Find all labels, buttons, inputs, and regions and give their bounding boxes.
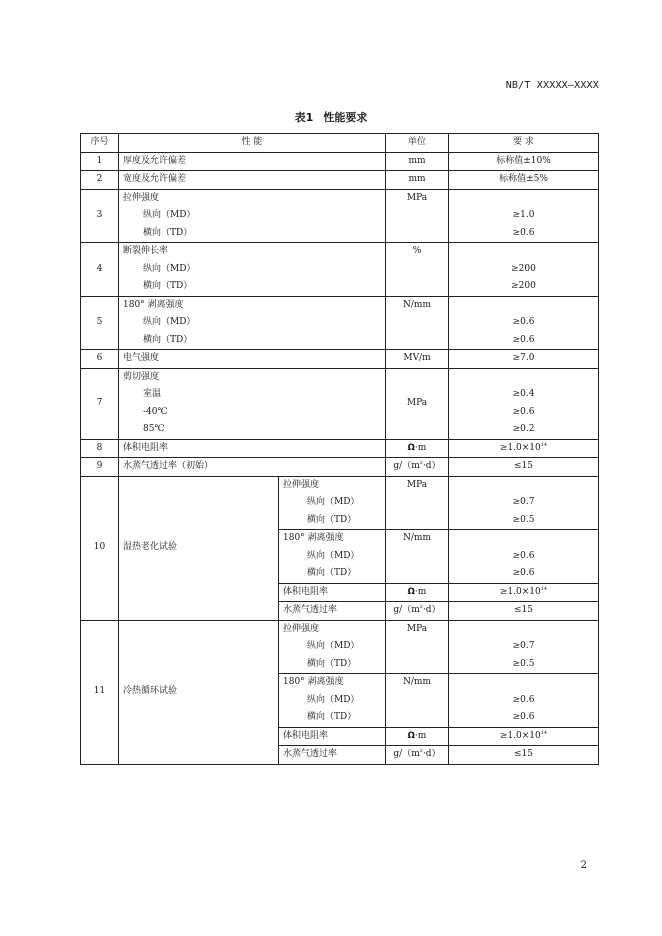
- requirement-value: ≥200: [511, 263, 536, 274]
- performance-table: [80, 133, 599, 765]
- row-unit: [386, 620, 449, 674]
- row-unit: [386, 602, 449, 621]
- unit-text: MPa: [406, 192, 428, 203]
- table-row: [81, 620, 599, 674]
- property-sub: 横向（TD）: [307, 712, 357, 722]
- property-sub: 纵向（MD）: [307, 641, 360, 651]
- row-requirement: [449, 674, 599, 728]
- row-requirement: 标称值±10%: [449, 152, 599, 171]
- row-requirement: [449, 530, 599, 584]
- row-property: [119, 189, 386, 243]
- row-requirement: 标称值±5%: [449, 171, 599, 190]
- row-property: 冷热循环试验: [119, 620, 279, 764]
- table-row: [81, 171, 599, 190]
- unit-text: MPa: [406, 479, 428, 490]
- row-requirement: [449, 296, 599, 350]
- property-sub: 85℃: [143, 424, 165, 434]
- requirement-value: ≥1.0: [512, 210, 535, 220]
- row-no: 1: [81, 152, 119, 171]
- sub-property: 体积电阻率: [279, 727, 386, 746]
- header-requirement: 要 求: [449, 134, 599, 153]
- header-no: 序号: [81, 134, 119, 153]
- property-name: 拉伸强度: [123, 192, 160, 203]
- requirement-base: ≥1.0×10: [499, 442, 541, 453]
- sub-property: [279, 620, 386, 674]
- row-requirement: [449, 727, 599, 746]
- property-sub: 纵向（MD）: [307, 550, 360, 561]
- unit-text: ·d）: [422, 605, 441, 615]
- property-sub: -40℃: [143, 406, 168, 417]
- property-name: 断裂伸长率: [123, 246, 169, 256]
- requirement-base: ≥1.0×10: [499, 730, 541, 741]
- row-requirement: ≤15: [449, 602, 599, 621]
- requirement-value: ≥0.6: [512, 227, 535, 238]
- property-sub: 横向（TD）: [143, 227, 193, 238]
- property-sub: 横向（TD）: [307, 568, 357, 578]
- row-unit: mm: [386, 171, 449, 190]
- table-label: 表1: [294, 111, 314, 124]
- row-unit: [386, 458, 449, 477]
- table-caption: [0, 109, 662, 125]
- row-no: 11: [81, 620, 119, 764]
- row-property: 厚度及允许偏差: [119, 152, 386, 171]
- unit-text: N/mm: [403, 299, 431, 310]
- row-unit: [386, 296, 449, 350]
- row-unit: [386, 727, 449, 746]
- row-no: 10: [81, 476, 119, 620]
- unit-text: ·m: [414, 442, 427, 453]
- table-row: [81, 439, 599, 458]
- property-sub: 纵向（MD）: [143, 263, 196, 274]
- row-property: 电气强度: [119, 350, 386, 369]
- requirement-exponent: 14: [540, 585, 548, 592]
- unit-text: ·d）: [422, 749, 441, 759]
- unit-text: ·d）: [422, 461, 441, 471]
- row-unit: [386, 674, 449, 728]
- row-no: 5: [81, 296, 119, 350]
- unit-exponent: 2: [419, 748, 423, 754]
- property-sub: 横向（TD）: [143, 334, 193, 345]
- sub-property: [279, 674, 386, 728]
- row-unit: [386, 530, 449, 584]
- sub-property: 水蒸气透过率: [279, 746, 386, 765]
- requirement-value: ≥0.6: [512, 712, 535, 722]
- header-unit: 单位: [386, 134, 449, 153]
- row-unit: [386, 746, 449, 765]
- row-property: 湿热老化试验: [119, 476, 279, 620]
- row-no: 8: [81, 439, 119, 458]
- row-unit: mm: [386, 152, 449, 171]
- row-requirement: [449, 476, 599, 530]
- property-sub: 横向（TD）: [143, 281, 193, 291]
- property-name: 180° 剥离强度: [283, 533, 344, 543]
- requirement-value: ≥0.7: [512, 497, 535, 507]
- table-row: [81, 152, 599, 171]
- property-sub: 纵向（MD）: [307, 497, 360, 507]
- row-property: [119, 243, 386, 297]
- row-property: 宽度及允许偏差: [119, 171, 386, 190]
- header-property: 性 能: [119, 134, 386, 153]
- unit-symbol: Ω: [407, 730, 415, 741]
- row-requirement: [449, 620, 599, 674]
- table-row: [81, 296, 599, 350]
- row-unit: [386, 243, 449, 297]
- property-name: 180° 剥离强度: [123, 299, 184, 310]
- unit-symbol: Ω: [407, 442, 415, 453]
- page-number: 2: [580, 860, 587, 871]
- table-row: [81, 189, 599, 243]
- row-unit: [386, 583, 449, 602]
- requirement-value: ≥0.6: [512, 694, 535, 705]
- table-header-row: [81, 134, 599, 153]
- row-property: 体积电阻率: [119, 439, 386, 458]
- row-unit: MV/m: [386, 350, 449, 369]
- requirement-value: ≥0.2: [512, 424, 535, 434]
- property-sub: 纵向（MD）: [143, 210, 196, 220]
- row-requirement: [449, 368, 599, 439]
- row-no: 9: [81, 458, 119, 477]
- requirement-value: ≥0.6: [512, 568, 535, 578]
- row-no: 3: [81, 189, 119, 243]
- unit-symbol: Ω: [407, 586, 415, 597]
- property-name: 180° 剥离强度: [283, 677, 344, 687]
- sub-property: 体积电阻率: [279, 583, 386, 602]
- unit-text: ·m: [414, 730, 427, 741]
- row-property: [119, 368, 386, 439]
- requirement-value: ≥0.6: [512, 550, 535, 561]
- requirement-value: ≥0.5: [512, 658, 535, 669]
- row-unit: MPa: [386, 368, 449, 439]
- row-requirement: [449, 583, 599, 602]
- unit-text: N/mm: [403, 677, 431, 687]
- requirement-base: ≥1.0×10: [499, 586, 541, 597]
- property-sub: 室温: [143, 389, 162, 399]
- sub-property: [279, 476, 386, 530]
- sub-property: [279, 530, 386, 584]
- requirement-value: ≥0.6: [512, 406, 535, 417]
- property-name: 拉伸强度: [283, 479, 320, 490]
- row-unit: [386, 189, 449, 243]
- row-unit: [386, 439, 449, 458]
- requirement-exponent: 14: [540, 729, 548, 736]
- unit-text: ·m: [414, 586, 427, 597]
- row-unit: [386, 476, 449, 530]
- property-sub: 纵向（MD）: [307, 694, 360, 705]
- table-row: [81, 476, 599, 530]
- row-no: 6: [81, 350, 119, 369]
- document-code: NB/T XXXXX—XXXX: [505, 80, 599, 91]
- requirement-value: ≥0.5: [512, 514, 535, 525]
- row-requirement: [449, 439, 599, 458]
- property-sub: 纵向（MD）: [143, 317, 196, 327]
- property-sub: 横向（TD）: [307, 658, 357, 669]
- row-property: 水蒸气透过率（初始）: [119, 458, 386, 477]
- row-no: 7: [81, 368, 119, 439]
- row-no: 4: [81, 243, 119, 297]
- unit-text: g/（m: [393, 605, 420, 615]
- row-requirement: ≥7.0: [449, 350, 599, 369]
- table-row: [81, 243, 599, 297]
- row-no: 2: [81, 171, 119, 190]
- table-row: [81, 368, 599, 439]
- requirement-value: ≥0.6: [512, 334, 535, 345]
- requirement-exponent: 14: [540, 441, 548, 448]
- property-name: 拉伸强度: [283, 623, 320, 634]
- unit-exponent: 2: [419, 604, 423, 610]
- requirement-value: ≥0.7: [512, 641, 535, 651]
- row-requirement: ≤15: [449, 458, 599, 477]
- row-requirement: ≤15: [449, 746, 599, 765]
- table-row: [81, 350, 599, 369]
- row-property: [119, 296, 386, 350]
- requirement-value: ≥0.6: [512, 317, 535, 327]
- property-sub: 横向（TD）: [307, 514, 357, 525]
- requirement-value: ≥0.4: [512, 389, 535, 399]
- unit-text: g/（m: [393, 461, 420, 471]
- table-title: 性能要求: [323, 111, 368, 124]
- unit-exponent: 2: [419, 460, 423, 466]
- unit-text: N/mm: [403, 533, 431, 543]
- table-row: [81, 458, 599, 477]
- row-requirement: [449, 243, 599, 297]
- row-requirement: [449, 189, 599, 243]
- sub-property: 水蒸气透过率: [279, 602, 386, 621]
- unit-text: MPa: [406, 623, 428, 634]
- unit-text: g/（m: [393, 749, 420, 759]
- unit-text: %: [412, 246, 422, 256]
- requirement-value: ≥200: [511, 281, 536, 291]
- property-name: 剪切强度: [123, 371, 160, 382]
